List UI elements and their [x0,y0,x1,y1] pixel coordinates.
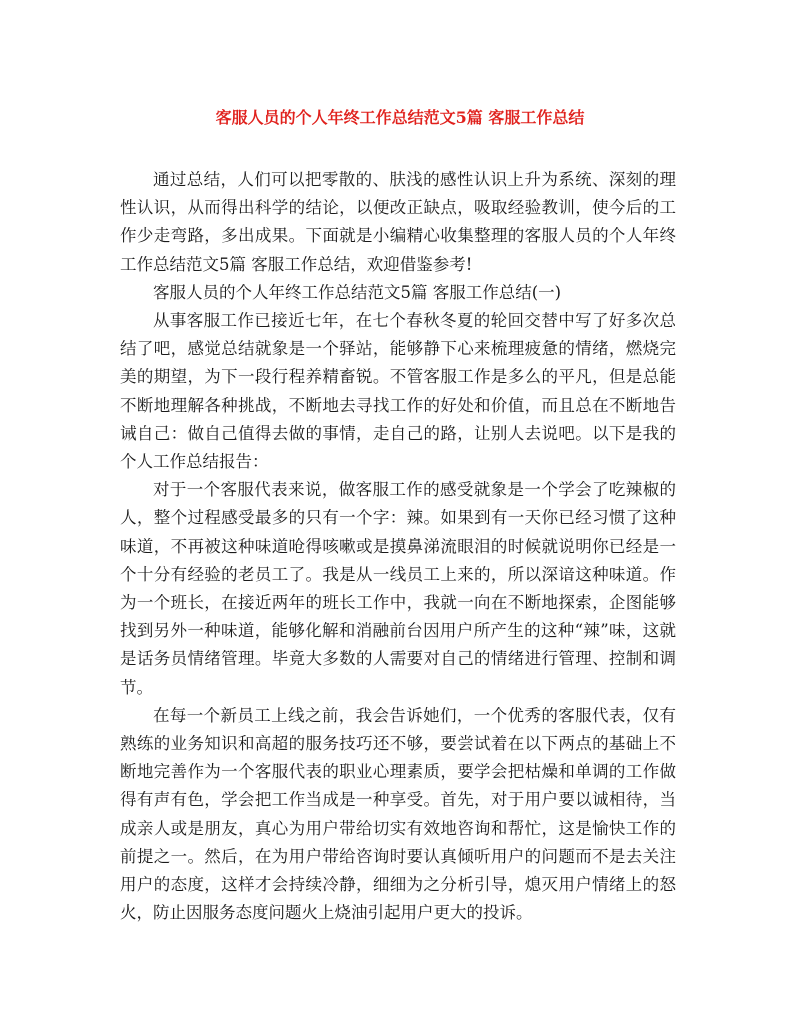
document-body [120,166,676,927]
paragraph-emotion-management: 对于一个客服代表来说，做客服工作的感受就象是一个学会了吃辣椒的人，整个过程感受最多的只有一个字：辣。如果到有一天你已经习惯了这种味道，不再被这种味道呛得咳嗽或是摸鼻涕流眼泪的时候就说明你已经是一个十分有经验的老员工了。我是从一线员工上来的，所以深谙这种味道。作为一个班长，在接近两年的班长工作中，我就一向在不断地探索，企图能够找到另外一种味道，能够化解和消融前台因用户所产生的这种“辣”味，这就是话务员情绪管理。毕竟大多数的人需要对自己的情绪进行管理、控制和调节。 [120,480,676,697]
paragraph-intro: 通过总结，人们可以把零散的、肤浅的感性认识上升为系统、深刻的理性认识，从而得出科学的结论，以便改正缺点，吸取经验教训，使今后的工作少走弯路，多出成果。下面就是小编精心收集整理的客服人员的个人年终工作总结范文5篇 客服工作总结，欢迎借鉴参考! [120,170,676,274]
section-heading: 客服人员的个人年终工作总结范文5篇 客服工作总结(一) [153,282,562,302]
document-title: 客服人员的个人年终工作总结范文5篇 客服工作总结 [215,108,585,127]
paragraph-new-staff-advice: 在每一个新员工上线之前，我会告诉她们，一个优秀的客服代表，仅有熟练的业务知识和高超的服务技巧还不够，要尝试着在以下两点的基础上不断地完善作为一个客服代表的职业心理素质，要学会把枯燥和单调的工作做得有声有色，学会把工作当成是一种享受。首先，对于用户要以诚相待，当成亲人或是朋友，真心为用户带给切实有效地咨询和帮忙，这是愉快工作的前提之一。然后，在为用户带给咨询时要认真倾听用户的问题而不是去关注用户的态度，这样才会持续冷静，细细为之分析引导，熄灭用户情绪上的怒火，防止因服务态度问题火上烧油引起用户更大的投诉。 [120,705,676,923]
paragraph-experience: 从事客服工作已接近七年，在七个春秋冬夏的轮回交替中写了好多次总结了吧，感觉总结就象是一个驿站，能够静下心来梳理疲惫的情绪，燃烧完美的期望，为下一段行程养精畜锐。不管客服工作是多么的平凡，但是总能不断地理解各种挑战，不断地去寻找工作的好处和价值，而且总在不断地告诫自己：做自己值得去做的事情，走自己的路，让别人去说吧。以下是我的个人工作总结报告： [120,311,676,472]
